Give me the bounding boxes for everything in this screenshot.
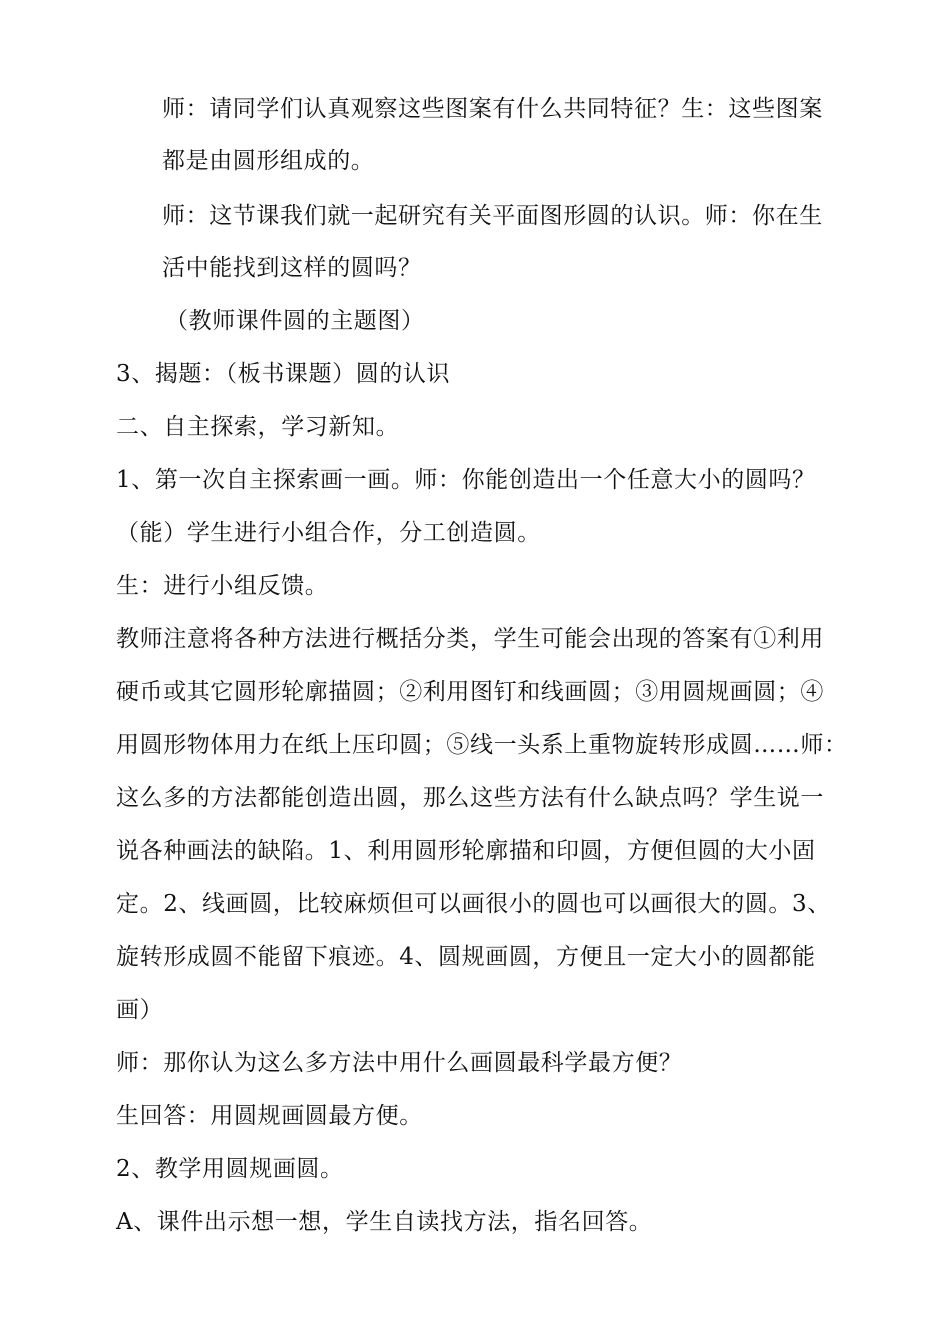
- text-line: （能）学生进行小组合作，分工创造圆。: [116, 520, 541, 546]
- text-line: 硬币或其它圆形轮廓描圆；②利用图钉和线画圆；③用圆规画圆；④: [116, 679, 824, 705]
- text-line: 用圆形物体用力在纸上压印圆；⑤线一头系上重物旋转形成圆……师：: [116, 732, 848, 758]
- text-line: 生：进行小组反馈。: [116, 573, 329, 599]
- text-line: 师：这节课我们就一起研究有关平面图形圆的认识。师：你在生: [162, 203, 823, 229]
- text-line: 这么多的方法都能创造出圆，那么这些方法有什么缺点吗？学生说一: [116, 785, 824, 811]
- text-line: 教师注意将各种方法进行概括分类，学生可能会出现的答案有①利用: [116, 626, 824, 652]
- text-line: 3、揭题：（板书课题）圆的认识: [116, 361, 451, 387]
- text-line: 师：请同学们认真观察这些图案有什么共同特征？生：这些图案: [162, 96, 823, 122]
- text-line: 定。2、线画圆，比较麻烦但可以画很小的圆也可以画很大的圆。3、: [116, 891, 831, 917]
- text-line: 说各种画法的缺陷。1、利用圆形轮廓描和印圆，方便但圆的大小固: [116, 838, 816, 864]
- text-line: 二、自主探索，学习新知。: [116, 414, 400, 440]
- text-line: A、课件出示想一想，学生自读找方法，指名回答。: [116, 1209, 653, 1235]
- text-line: （教师课件圆的主题图）: [165, 308, 425, 334]
- text-line: 2、教学用圆规画圆。: [116, 1156, 344, 1182]
- text-line: 旋转形成圆不能留下痕迹。4、圆规画圆，方便且一定大小的圆都能: [116, 944, 816, 970]
- text-line: 师：那你认为这么多方法中用什么画圆最科学最方便？: [116, 1050, 683, 1076]
- text-line: 活中能找到这样的圆吗？: [162, 255, 422, 281]
- text-line: 都是由圆形组成的。: [162, 148, 375, 174]
- text-line: 画）: [116, 997, 164, 1023]
- text-line: 1、第一次自主探索画一画。师：你能创造出一个任意大小的圆吗？: [116, 467, 816, 493]
- text-line: 生回答：用圆规画圆最方便。: [116, 1103, 423, 1129]
